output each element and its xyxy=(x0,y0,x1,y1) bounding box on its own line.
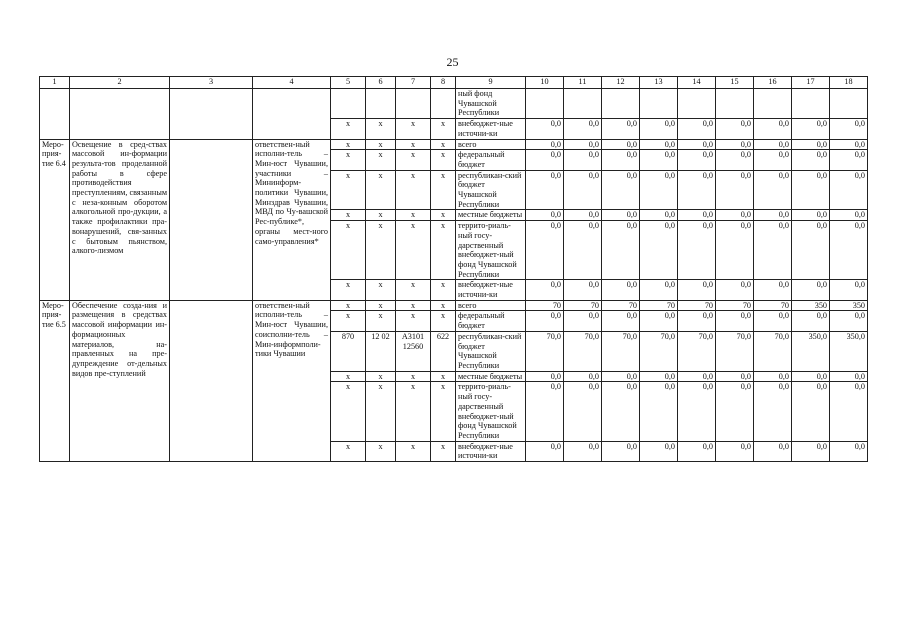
activity-name: Освещение в сред-ствах массовой ин-формации результа-тов проделанной работы в сфере противодействия преступлениям, связанным с неза-конным оборотом алкогольной про-дукции, а также профилактики пра-вонарушений, свя-занных с бытовым пьянством, алкого-лизмом xyxy=(70,139,170,300)
cell-section-code: x xyxy=(366,150,396,170)
cell-amount: 0,0 xyxy=(678,150,716,170)
cell-amount: 0,0 xyxy=(716,210,754,221)
cell-amount: 0,0 xyxy=(830,170,868,210)
cell-amount: 350 xyxy=(830,300,868,311)
table-row xyxy=(40,119,868,139)
cell-target-article: x xyxy=(396,311,431,331)
cell-expense-group: x xyxy=(431,441,456,461)
cell-amount: 0,0 xyxy=(792,382,830,441)
cell-amount: 0,0 xyxy=(564,311,602,331)
column-number-16: 16 xyxy=(754,77,792,89)
cell-expense-group: x xyxy=(431,221,456,280)
cell-amount: 0,0 xyxy=(564,170,602,210)
cell-amount: 0,0 xyxy=(526,311,564,331)
cell-amount: 0,0 xyxy=(526,441,564,461)
cell-amount: 0,0 xyxy=(564,221,602,280)
cell-funding-source: внебюджет-ные источни-ки xyxy=(456,441,526,461)
cell-amount: 0,0 xyxy=(754,441,792,461)
cell-target-article: x xyxy=(396,441,431,461)
cell-amount: 0,0 xyxy=(678,139,716,150)
cell-section-code: x xyxy=(366,221,396,280)
cell-expense-group: x xyxy=(431,382,456,441)
cell-ministry-code: x xyxy=(331,371,366,382)
cell-amount: 0,0 xyxy=(792,170,830,210)
cell-expense-group: x xyxy=(431,150,456,170)
table-row xyxy=(40,139,868,150)
column-number-17: 17 xyxy=(792,77,830,89)
cell-section-code: 12 02 xyxy=(366,331,396,371)
cell-amount: 0,0 xyxy=(526,371,564,382)
cell-amount xyxy=(754,89,792,119)
cell-amount: 0,0 xyxy=(526,150,564,170)
cell-ministry-code: x xyxy=(331,139,366,150)
cell-ministry-code: x xyxy=(331,221,366,280)
cell-amount: 70 xyxy=(602,300,640,311)
cell-amount: 0,0 xyxy=(792,221,830,280)
cell-section-code: x xyxy=(366,280,396,300)
budget-table xyxy=(39,76,868,462)
cell-amount: 0,0 xyxy=(564,441,602,461)
cell-section-code: x xyxy=(366,300,396,311)
cell-amount: 0,0 xyxy=(792,441,830,461)
cell-amount: 0,0 xyxy=(640,371,678,382)
cell-expense-group xyxy=(431,89,456,119)
cell-ministry-code: x xyxy=(331,280,366,300)
cell-section-code: x xyxy=(366,170,396,210)
cell-empty xyxy=(253,89,331,119)
cell-empty xyxy=(70,119,170,139)
cell-amount: 0,0 xyxy=(640,210,678,221)
cell-amount: 0,0 xyxy=(640,170,678,210)
cell-amount: 0,0 xyxy=(602,119,640,139)
cell-amount: 350 xyxy=(792,300,830,311)
cell-amount: 0,0 xyxy=(754,210,792,221)
cell-target-article: x xyxy=(396,371,431,382)
cell-empty xyxy=(40,89,70,119)
cell-amount: 0,0 xyxy=(564,371,602,382)
activity-column-3 xyxy=(170,300,253,461)
cell-expense-group: 622 xyxy=(431,331,456,371)
column-number-2: 2 xyxy=(70,77,170,89)
cell-amount: 0,0 xyxy=(640,441,678,461)
cell-funding-source: республикан-ский бюджет Чувашской Республики xyxy=(456,331,526,371)
cell-target-article xyxy=(396,89,431,119)
cell-amount: 0,0 xyxy=(678,441,716,461)
cell-funding-source: террито-риаль-ный госу-дарственный внебюджет-ный фонд Чувашской Республики xyxy=(456,221,526,280)
cell-amount xyxy=(564,89,602,119)
table-row xyxy=(40,89,868,119)
cell-amount: 0,0 xyxy=(526,221,564,280)
cell-funding-source: всего xyxy=(456,139,526,150)
cell-empty xyxy=(170,119,253,139)
cell-amount: 0,0 xyxy=(830,210,868,221)
column-number-13: 13 xyxy=(640,77,678,89)
column-number-6: 6 xyxy=(366,77,396,89)
cell-amount: 0,0 xyxy=(602,382,640,441)
cell-amount: 0,0 xyxy=(792,371,830,382)
cell-target-article: A3101 12560 xyxy=(396,331,431,371)
column-number-10: 10 xyxy=(526,77,564,89)
cell-amount: 0,0 xyxy=(602,371,640,382)
cell-ministry-code: 870 xyxy=(331,331,366,371)
cell-expense-group: x xyxy=(431,311,456,331)
cell-amount: 0,0 xyxy=(716,371,754,382)
column-number-7: 7 xyxy=(396,77,431,89)
cell-amount: 0,0 xyxy=(792,210,830,221)
column-number-9: 9 xyxy=(456,77,526,89)
cell-amount: 0,0 xyxy=(716,280,754,300)
column-number-15: 15 xyxy=(716,77,754,89)
cell-amount xyxy=(792,89,830,119)
activity-label: Меро-прия-тие 6.4 xyxy=(40,139,70,300)
cell-amount: 0,0 xyxy=(640,280,678,300)
column-number-18: 18 xyxy=(830,77,868,89)
cell-amount: 0,0 xyxy=(754,371,792,382)
cell-ministry-code: x xyxy=(331,210,366,221)
activity-column-3 xyxy=(170,139,253,300)
cell-expense-group: x xyxy=(431,119,456,139)
cell-amount: 0,0 xyxy=(678,170,716,210)
cell-amount: 70,0 xyxy=(640,331,678,371)
cell-amount: 0,0 xyxy=(564,119,602,139)
cell-amount xyxy=(678,89,716,119)
cell-amount: 0,0 xyxy=(792,311,830,331)
cell-amount: 0,0 xyxy=(526,382,564,441)
cell-target-article: x xyxy=(396,139,431,150)
cell-amount: 0,0 xyxy=(678,221,716,280)
cell-expense-group: x xyxy=(431,210,456,221)
cell-ministry-code: x xyxy=(331,441,366,461)
cell-amount: 70,0 xyxy=(678,331,716,371)
cell-amount: 0,0 xyxy=(830,382,868,441)
cell-amount: 0,0 xyxy=(830,441,868,461)
cell-amount: 0,0 xyxy=(602,441,640,461)
activity-executor: ответствен-ный исполни-тель – Мин-юст Чувашии, соисполни-тель – Мин-информполи-тики Чувашии xyxy=(253,300,331,461)
column-number-8: 8 xyxy=(431,77,456,89)
cell-funding-source: местные бюджеты xyxy=(456,371,526,382)
cell-amount: 350,0 xyxy=(792,331,830,371)
cell-amount: 0,0 xyxy=(602,280,640,300)
cell-amount: 70 xyxy=(640,300,678,311)
cell-section-code: x xyxy=(366,210,396,221)
cell-ministry-code: x xyxy=(331,382,366,441)
cell-amount: 0,0 xyxy=(640,311,678,331)
cell-ministry-code: x xyxy=(331,170,366,210)
cell-amount: 0,0 xyxy=(792,139,830,150)
cell-amount: 0,0 xyxy=(602,150,640,170)
cell-amount: 0,0 xyxy=(754,170,792,210)
cell-amount xyxy=(602,89,640,119)
cell-amount: 70,0 xyxy=(716,331,754,371)
cell-target-article: x xyxy=(396,170,431,210)
cell-amount: 0,0 xyxy=(830,150,868,170)
cell-amount: 0,0 xyxy=(678,311,716,331)
column-number-3: 3 xyxy=(170,77,253,89)
cell-amount: 0,0 xyxy=(640,150,678,170)
cell-amount: 0,0 xyxy=(602,170,640,210)
cell-expense-group: x xyxy=(431,280,456,300)
cell-amount: 0,0 xyxy=(678,280,716,300)
page-number: 25 xyxy=(446,55,459,69)
cell-target-article: x xyxy=(396,119,431,139)
cell-amount xyxy=(526,89,564,119)
cell-target-article: x xyxy=(396,210,431,221)
activity-label: Меро-прия-тие 6.5 xyxy=(40,300,70,461)
cell-amount: 0,0 xyxy=(564,139,602,150)
cell-amount: 0,0 xyxy=(678,119,716,139)
cell-ministry-code: x xyxy=(331,119,366,139)
cell-amount: 0,0 xyxy=(602,210,640,221)
cell-amount: 70,0 xyxy=(564,331,602,371)
cell-ministry-code: x xyxy=(331,300,366,311)
cell-amount: 0,0 xyxy=(716,139,754,150)
cell-amount: 0,0 xyxy=(564,280,602,300)
cell-amount: 0,0 xyxy=(830,119,868,139)
cell-empty xyxy=(253,119,331,139)
cell-amount: 0,0 xyxy=(792,119,830,139)
cell-funding-source: внебюджет-ные источни-ки xyxy=(456,119,526,139)
cell-amount: 0,0 xyxy=(830,221,868,280)
cell-amount: 0,0 xyxy=(754,311,792,331)
cell-amount: 70 xyxy=(564,300,602,311)
cell-target-article: x xyxy=(396,280,431,300)
cell-funding-source: внебюджет-ные источни-ки xyxy=(456,280,526,300)
cell-amount: 0,0 xyxy=(716,150,754,170)
column-number-11: 11 xyxy=(564,77,602,89)
activity-executor: ответствен-ный исполни-тель – Мин-юст Чувашии, участники – Мининформ-политики Чувашии, Минздрав Чувашии, МВД по Чу-вашской Рес-публике*, органы мест-ного само-управления* xyxy=(253,139,331,300)
cell-amount: 0,0 xyxy=(792,280,830,300)
cell-amount: 0,0 xyxy=(564,150,602,170)
cell-amount: 0,0 xyxy=(564,210,602,221)
cell-amount: 0,0 xyxy=(526,170,564,210)
cell-amount: 0,0 xyxy=(754,139,792,150)
cell-expense-group: x xyxy=(431,300,456,311)
cell-ministry-code: x xyxy=(331,150,366,170)
cell-amount xyxy=(830,89,868,119)
cell-amount xyxy=(716,89,754,119)
cell-amount: 0,0 xyxy=(830,371,868,382)
column-number-12: 12 xyxy=(602,77,640,89)
cell-amount: 0,0 xyxy=(792,150,830,170)
cell-amount: 350,0 xyxy=(830,331,868,371)
cell-amount: 0,0 xyxy=(526,119,564,139)
cell-amount: 0,0 xyxy=(830,280,868,300)
cell-amount: 0,0 xyxy=(678,382,716,441)
cell-target-article: x xyxy=(396,150,431,170)
cell-section-code: x xyxy=(366,311,396,331)
cell-amount: 0,0 xyxy=(716,170,754,210)
cell-target-article: x xyxy=(396,300,431,311)
cell-funding-source: федеральный бюджет xyxy=(456,150,526,170)
cell-target-article: x xyxy=(396,221,431,280)
cell-empty xyxy=(170,89,253,119)
cell-amount: 0,0 xyxy=(526,139,564,150)
cell-funding-source: террито-риаль-ный госу-дарственный внебюджет-ный фонд Чувашской Республики xyxy=(456,382,526,441)
cell-section-code: x xyxy=(366,139,396,150)
column-number-row xyxy=(40,77,868,89)
cell-amount: 0,0 xyxy=(754,221,792,280)
cell-expense-group: x xyxy=(431,371,456,382)
activity-name: Обеспечение созда-ния и размещения в средствах массовой информации ин-формационных материалов, на-правленных на пре-дупреждение от-дельных видов пре-ступлений xyxy=(70,300,170,461)
cell-amount: 0,0 xyxy=(602,311,640,331)
cell-amount: 0,0 xyxy=(716,119,754,139)
cell-section-code xyxy=(366,89,396,119)
cell-amount: 0,0 xyxy=(716,311,754,331)
cell-amount: 0,0 xyxy=(526,210,564,221)
cell-section-code: x xyxy=(366,119,396,139)
cell-expense-group: x xyxy=(431,139,456,150)
cell-ministry-code xyxy=(331,89,366,119)
cell-section-code: x xyxy=(366,382,396,441)
cell-amount: 0,0 xyxy=(640,221,678,280)
cell-amount: 70 xyxy=(678,300,716,311)
cell-amount: 0,0 xyxy=(754,280,792,300)
cell-funding-source: всего xyxy=(456,300,526,311)
cell-amount: 0,0 xyxy=(830,311,868,331)
column-number-1: 1 xyxy=(40,77,70,89)
column-number-5: 5 xyxy=(331,77,366,89)
cell-amount xyxy=(640,89,678,119)
cell-amount: 0,0 xyxy=(640,139,678,150)
cell-amount: 0,0 xyxy=(678,210,716,221)
cell-amount: 0,0 xyxy=(754,382,792,441)
cell-empty xyxy=(70,89,170,119)
cell-empty xyxy=(40,119,70,139)
cell-amount: 70,0 xyxy=(602,331,640,371)
cell-amount: 0,0 xyxy=(716,441,754,461)
cell-funding-source: ный фонд Чувашской Республики xyxy=(456,89,526,119)
cell-section-code: x xyxy=(366,371,396,382)
cell-amount: 0,0 xyxy=(754,119,792,139)
cell-amount: 0,0 xyxy=(564,382,602,441)
cell-amount: 0,0 xyxy=(640,119,678,139)
cell-amount: 0,0 xyxy=(754,150,792,170)
cell-amount: 0,0 xyxy=(678,371,716,382)
cell-amount: 70 xyxy=(754,300,792,311)
cell-amount: 0,0 xyxy=(602,139,640,150)
cell-funding-source: местные бюджеты xyxy=(456,210,526,221)
cell-amount: 0,0 xyxy=(602,221,640,280)
cell-target-article: x xyxy=(396,382,431,441)
cell-section-code: x xyxy=(366,441,396,461)
cell-amount: 70 xyxy=(716,300,754,311)
cell-funding-source: республикан-ский бюджет Чувашской Республики xyxy=(456,170,526,210)
cell-amount: 0,0 xyxy=(526,280,564,300)
cell-ministry-code: x xyxy=(331,311,366,331)
cell-amount: 70,0 xyxy=(526,331,564,371)
cell-funding-source: федеральный бюджет xyxy=(456,311,526,331)
cell-amount: 0,0 xyxy=(716,382,754,441)
table-row xyxy=(40,300,868,311)
cell-amount: 70,0 xyxy=(754,331,792,371)
column-number-14: 14 xyxy=(678,77,716,89)
cell-amount: 70 xyxy=(526,300,564,311)
cell-amount: 0,0 xyxy=(830,139,868,150)
column-number-4: 4 xyxy=(253,77,331,89)
cell-amount: 0,0 xyxy=(716,221,754,280)
cell-amount: 0,0 xyxy=(640,382,678,441)
cell-expense-group: x xyxy=(431,170,456,210)
